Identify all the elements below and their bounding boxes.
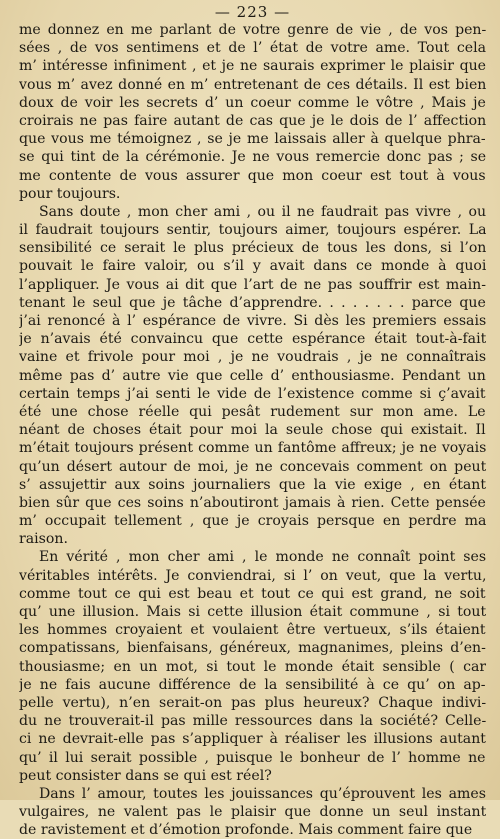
text-line: été une chose réelle qui pesât rudement sur mon ame. Le: [19, 403, 486, 420]
text-line: sées , de vos sentimens et de l’ état de votre ame. Tout cela: [19, 40, 486, 57]
text-line: pour toujours.: [19, 185, 121, 202]
text-line: même pas d’ autre vie que celle d’ enthousiasme. Pendant un: [19, 367, 486, 384]
text-line: tenant le seul que je tâche d’apprendre. . . . . . . . parce que: [19, 294, 486, 311]
page-number: — 223 —: [214, 3, 291, 21]
text-line: m’était toujours présent comme un fantôme affreux; je ne voyais: [19, 440, 486, 457]
text-line: Dans l’ amour, toutes les jouissances qu’éprouvent les ames: [39, 785, 486, 802]
text-line: les hommes croyaient et voulaient être vertueux, s’ils étaient: [19, 622, 486, 639]
text-line: néant de choses était pour moi la seule chose qui existait. Il: [19, 422, 486, 439]
text-line: thousiasme; en un mot, si tout le monde était sensible ( car: [19, 658, 486, 675]
text-line: je n’avais été convaincu que cette espérance était tout-à-fait: [19, 331, 486, 348]
text-line: doux de voir les secrets d’ un coeur comme le vôtre , Mais je: [19, 94, 486, 111]
text-line: vulgaires, ne valent pas le plaisir que donne un seul instant: [19, 804, 486, 821]
text-line: pouvait le faire valoir, ou s’il y avait dans ce monde à quoi: [19, 258, 486, 275]
paragraph: [19, 785, 486, 839]
text-line: pelle vertu), n’en serait-on pas plus heureux? Chaque indivi-: [19, 694, 486, 711]
text-line: me donnez en me parlant de votre genre de vie , de vos pen-: [19, 22, 486, 38]
text-line: se qui tint de la cérémonie. Je ne vous remercie donc pas ; se: [19, 149, 486, 166]
text-line: l’appliquer. Je vous ai dit que l’art de ne pas souffrir est main-: [19, 276, 486, 293]
text-line: qu’un désert autour de moi, je ne concevais comment on peut: [19, 458, 486, 475]
text-line: du ne trouverait-il pas mille ressources dans la société? Celle-: [19, 713, 486, 730]
paragraph: [19, 21, 486, 203]
text-line: comme tout ce qui est beau et tout ce qui est grand, ne soit: [19, 585, 486, 602]
text-body: [19, 21, 486, 839]
text-line: peut consister dans se qui est réel?: [19, 767, 272, 784]
text-line: s’ assujettir aux soins journaliers que la vie exige , en étant: [19, 476, 486, 493]
text-line: que vous me témoignez , se je me laissais aller à quelque phra-: [19, 131, 486, 148]
text-line: je ne fais aucune différence de la sensibilité à ce qu’ on ap-: [19, 676, 486, 693]
text-line: vaine et frivole pour moi , je ne voudrais , je ne connaîtrais: [19, 349, 486, 366]
text-line: compatissans, bienfaisans, généreux, magnanimes, pleins d’en-: [19, 640, 486, 657]
text-line: qu’ une illusion. Mais si cette illusion était commune , si tout: [19, 604, 486, 620]
text-line: il faudrait toujours sentir, toujours aimer, toujours espérer. La: [19, 222, 486, 239]
text-line: véritables intérêts. Je conviendrai, si l’ on veut, que la vertu,: [19, 567, 486, 584]
text-line: vous m’ avez donné en m’ entretenant de ces détails. Il est bien: [19, 76, 486, 93]
text-line: Sans doute , mon cher ami , ou il ne faudrait pas vivre , ou: [39, 203, 486, 220]
text-line: de ravistement et d’émotion profonde. Mais comment faire que: [19, 822, 473, 839]
text-line: certain temps j’ai senti le vide de l’existence comme si ç’avait: [19, 385, 486, 402]
text-line: qu’ il lui serait possible , puisque le bonheur de l’ homme ne: [19, 749, 486, 766]
text-line: m’ occupait tellement , que je croyais persque en perdre ma: [19, 513, 486, 530]
text-line: En vérité , mon cher ami , le monde ne connaît point ses: [39, 549, 486, 566]
text-line: bien sûr que ces soins n’aboutiront jamais à rien. Cette pensée: [19, 494, 486, 511]
text-line: m’ intéresse infiniment , et je ne saurais exprimer le plaisir que: [19, 58, 486, 75]
paragraph: [19, 203, 486, 549]
text-line: raison.: [19, 531, 68, 548]
text-line: ci ne devrait-elle pas s’appliquer à réaliser les illusions autant: [19, 731, 486, 748]
text-line: sensibilité ce serait le plus précieux de tous les dons, si l’on: [19, 240, 486, 257]
paragraph: [19, 548, 486, 784]
text-line: j’ai renoncé à l’ espérance de vivre. Si dès les premiers essais: [19, 313, 486, 329]
text-line: croirais ne pas faire autant de cas que je le dois de l’ affection: [19, 112, 486, 129]
text-line: me contente de vous assurer que mon coeur est tout à vous: [19, 167, 486, 184]
